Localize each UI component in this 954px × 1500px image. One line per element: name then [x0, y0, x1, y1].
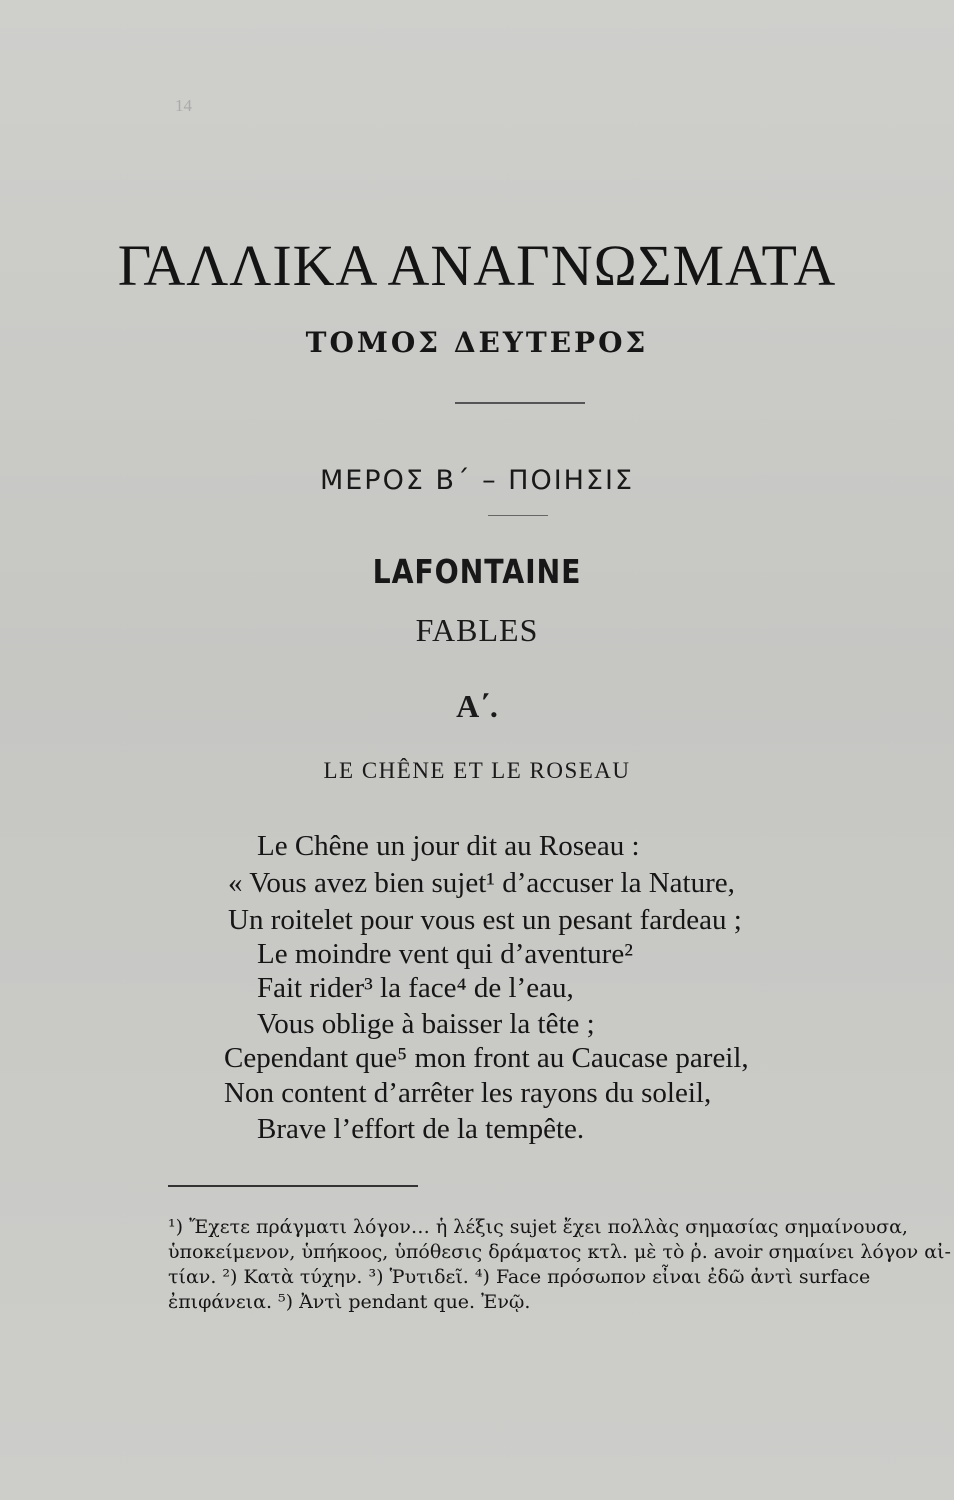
poem-line: Fait rider³ la face⁴ de l’eau,: [257, 972, 574, 1004]
footnote-line: ἐπιφάνεια. ⁵) Ἀντὶ pendant que. Ἐνῷ.: [168, 1291, 531, 1313]
footnote-line: τίαν. ²) Κατὰ τύχην. ³) Ῥυτιδεῖ. ⁴) Face πρόσωπον εἶναι ἐδῶ ἀντὶ surface: [168, 1266, 871, 1288]
author-heading: LAFONTAINE: [372, 552, 582, 591]
footnote-rule: [168, 1185, 418, 1187]
divider-rule-short: [488, 515, 548, 516]
part-heading: ΜΕΡΟΣ Β΄ – ΠΟΙΗΣΙΣ: [319, 465, 635, 496]
footnotes: [168, 1215, 951, 1315]
footnote-line: ὑποκείμενον, ὑπήκοος, ὑπόθεσις δράματος κτλ. μὲ τὸ ῥ. avoir σημαίνει λόγον αἰ-: [168, 1241, 951, 1263]
page-number: 14: [175, 96, 192, 115]
poem-line: Non content d’arrêter les rayons du soleil,: [224, 1077, 712, 1109]
poem-line: « Vous avez bien sujet¹ d’accuser la Nature,: [228, 867, 735, 899]
fable-title: LE CHÊNE ET LE ROSEAU: [323, 758, 631, 783]
poem-line: Le Chêne un jour dit au Roseau :: [257, 830, 640, 862]
fable-number: Α΄.: [456, 688, 498, 724]
page-title: ΓΑΛΛΙΚΑ ΑΝΑΓΝΩΣΜΑΤΑ: [117, 233, 837, 298]
divider-rule: [455, 402, 585, 404]
poem-line: Un roitelet pour vous est un pesant fardeau ;: [228, 904, 742, 936]
footnote-line: ¹) Ἔχετε πράγματι λόγον… ἡ λέξις sujet ἔχει πολλὰς σημασίας σημαίνουσα,: [168, 1216, 908, 1238]
poem-line: Le moindre vent qui d’aventure²: [257, 938, 633, 970]
poem-line: Cependant que⁵ mon front au Caucase pareil,: [224, 1042, 749, 1074]
poem-line: Brave l’effort de la tempête.: [257, 1113, 585, 1145]
section-heading: FABLES: [415, 612, 539, 648]
volume-heading: ΤΟΜΟΣ ΔΕΥΤΕΡΟΣ: [305, 326, 649, 359]
poem-line: Vous oblige à baisser la tête ;: [257, 1008, 595, 1040]
